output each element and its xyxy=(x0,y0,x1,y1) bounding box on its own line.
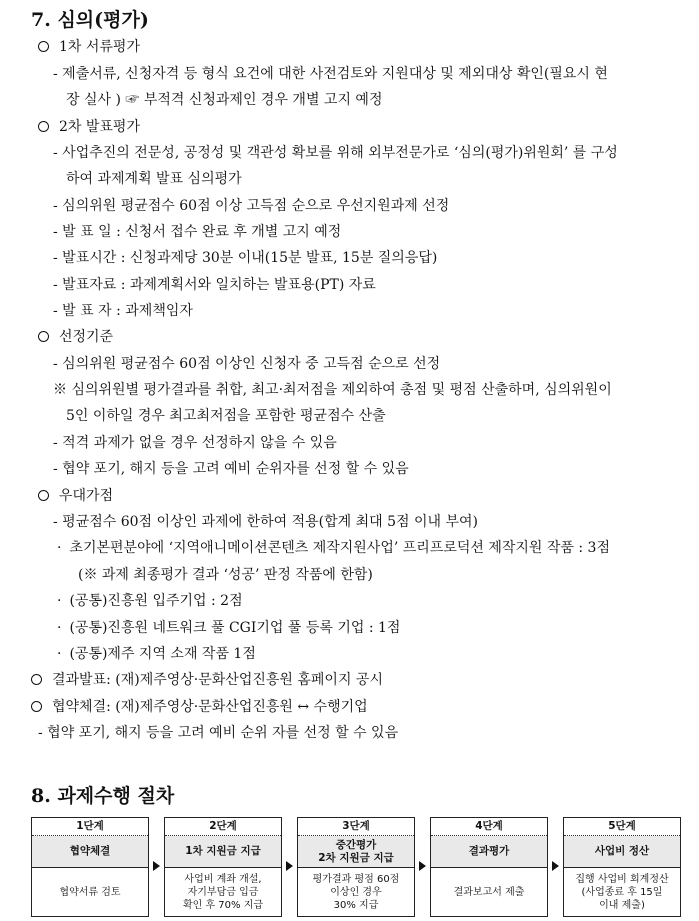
dash-item: - 사업추진의 전문성, 공정성 및 객관성 확보를 위해 외부전문가로 ‘심의(평가)위원회’ 를 구성 xyxy=(53,145,618,161)
dot-bullet-icon: · xyxy=(57,620,62,636)
step-desc: 집행 사업비 회계정산 (사업종료 후 15일 이내 제출) xyxy=(575,873,669,911)
step-desc: 협약서류 검토 xyxy=(59,886,121,898)
step-4 xyxy=(430,817,548,917)
dash-item: - 발표시간 : 신청과제당 30분 이내(15분 발표, 15분 질의응답) xyxy=(53,250,438,266)
bullet-item: · (공통)제주 지역 소재 작품 1점 xyxy=(57,646,256,662)
step-name: 중간평가 2차 지원금 지급 xyxy=(298,836,414,868)
step-name: 1차 지원금 지급 xyxy=(165,836,281,868)
arrow-right-icon xyxy=(286,861,293,871)
circle-bullet-icon xyxy=(38,41,49,52)
circle-item-announcement: 결과발표: (재)제주영상·문화산업진흥원 홈페이지 공시 xyxy=(31,670,383,690)
step-label: 1단계 xyxy=(32,818,148,836)
dot-bullet-icon: · xyxy=(57,646,62,662)
continuation-line: 하여 과제계획 발표 심의평가 xyxy=(66,171,242,187)
circle-item-agreement: 협약체결: (재)제주영상·문화산업진흥원 ↔ 수행기업 xyxy=(31,697,368,717)
step-name: 결과평가 xyxy=(431,836,547,868)
dash-item: - 적격 과제가 없을 경우 선정하지 않을 수 있음 xyxy=(53,435,337,451)
circle-item-doc-review: 1차 서류평가 xyxy=(38,37,140,57)
step-1 xyxy=(31,817,149,917)
dash-item: - 심의위원 평균점수 60점 이상인 신청자 중 고득점 순으로 선정 xyxy=(53,356,441,372)
arrow-right-icon xyxy=(153,861,160,871)
continuation-line: 장 실사 ) ☞ 부적격 신청과제인 경우 개별 고지 예정 xyxy=(66,92,383,108)
dash-item: - 발 표 자 : 과제책임자 xyxy=(53,303,193,319)
section-8-title: 8. 과제수행 절차 xyxy=(31,785,175,807)
step-5 xyxy=(563,817,681,917)
continuation-line: (※ 과제 최종평가 결과 ‘성공’ 판정 작품에 한함) xyxy=(78,567,373,583)
dash-item: - 심의위원 평균점수 60점 이상 고득점 순으로 우선지원과제 선정 xyxy=(53,198,450,214)
bullet-item: · 초기본편분야에 ‘지역애니메이션콘텐츠 제작지원사업’ 프리프로덕션 제작지원 작품 : 3점 xyxy=(57,540,610,556)
dash-item: - 평균점수 60점 이상인 과제에 한하여 적용(합계 최대 5점 이내 부여) xyxy=(53,514,478,530)
circle-bullet-icon xyxy=(38,331,49,342)
step-name: 협약체결 xyxy=(32,836,148,868)
step-3 xyxy=(297,817,415,917)
bullet-item: · (공통)진흥원 네트워크 풀 CGI기업 풀 등록 기업 : 1점 xyxy=(57,620,401,636)
dot-bullet-icon: · xyxy=(57,593,62,609)
arrow-right-icon xyxy=(552,861,559,871)
step-label: 2단계 xyxy=(165,818,281,836)
section-7-title: 7. 심의(평가) xyxy=(31,9,149,31)
circle-bullet-icon xyxy=(31,674,42,685)
step-label: 5단계 xyxy=(564,818,680,836)
dash-item: - 발 표 일 : 신청서 접수 완료 후 개별 고지 예정 xyxy=(53,224,342,240)
note-item: ※ 심의위원별 평가결과를 취합, 최고·최저점을 제외하여 총점 및 평점 산출하며, 심의위원이 xyxy=(53,382,612,398)
arrow-right-icon xyxy=(419,861,426,871)
dash-item: - 제출서류, 신청자격 등 형식 요건에 대한 사전검토와 지원대상 및 제외대상 확인(필요시 현 xyxy=(53,66,608,82)
dash-item: - 발표자료 : 과제계획서와 일치하는 발표용(PT) 자료 xyxy=(53,277,376,293)
dash-item: - 협약 포기, 해지 등을 고려 예비 순위자를 선정 할 수 있음 xyxy=(53,461,409,477)
step-desc: 평가결과 평점 60점 이상인 경우 30% 지급 xyxy=(312,873,400,911)
step-desc: 사업비 계좌 개설, 자기부담금 입금 확인 후 70% 지급 xyxy=(182,873,264,911)
continuation-line: 5인 이하일 경우 최고최저점을 포함한 평균점수 산출 xyxy=(66,408,386,424)
step-label: 3단계 xyxy=(298,818,414,836)
circle-item-presentation: 2차 발표평가 xyxy=(38,117,140,137)
procedure-flow xyxy=(31,817,681,917)
circle-item-criteria: 선정기준 xyxy=(38,327,113,347)
circle-bullet-icon xyxy=(31,701,42,712)
dash-item: - 협약 포기, 해지 등을 고려 예비 순위 자를 선정 할 수 있음 xyxy=(38,725,399,741)
bullet-item: · (공통)진흥원 입주기업 : 2점 xyxy=(57,593,243,609)
circle-bullet-icon xyxy=(38,121,49,132)
dot-bullet-icon: · xyxy=(57,540,62,556)
step-2 xyxy=(164,817,282,917)
step-label: 4단계 xyxy=(431,818,547,836)
step-name: 사업비 정산 xyxy=(564,836,680,868)
step-desc: 결과보고서 제출 xyxy=(453,886,525,898)
circle-bullet-icon xyxy=(38,490,49,501)
circle-item-bonus: 우대가점 xyxy=(38,486,113,506)
